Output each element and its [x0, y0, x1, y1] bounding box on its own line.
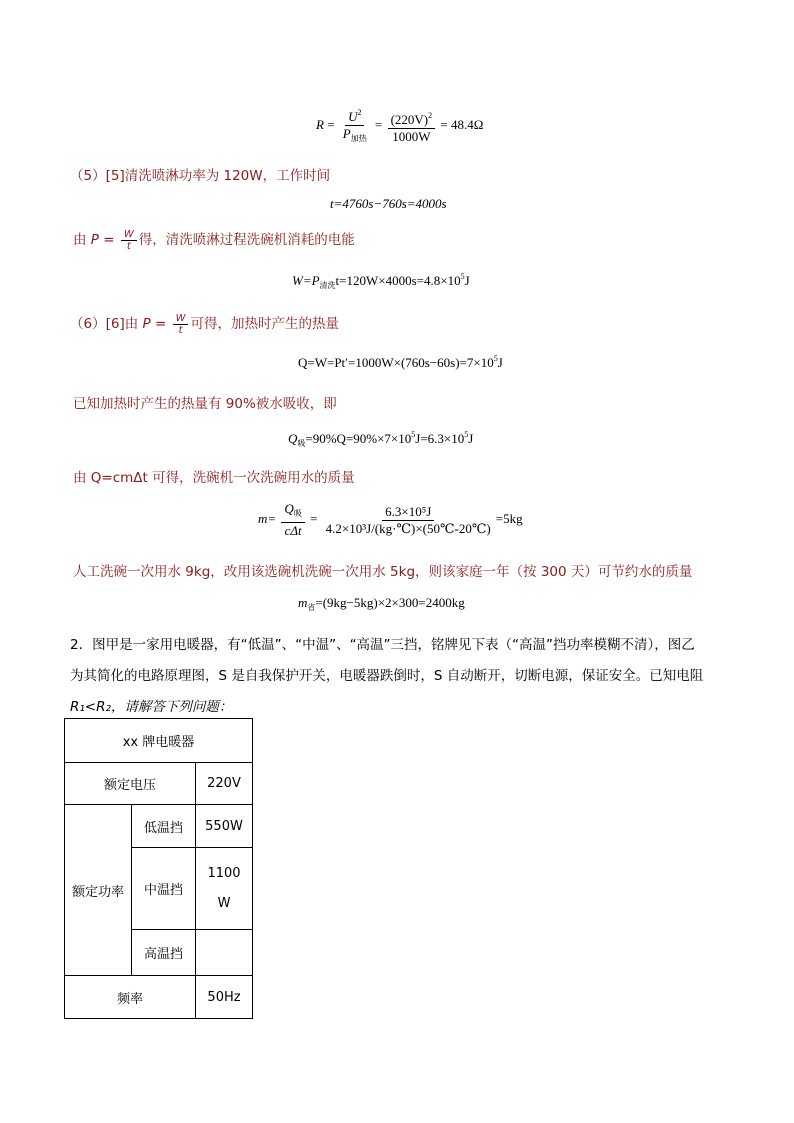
high-temp-value	[196, 930, 253, 976]
text: =	[98, 232, 119, 248]
mass-formula-text: 由 Q=cmΔt 可得，洗碗机一次洗碗用水的质量	[73, 470, 355, 486]
equation-water-saved	[298, 595, 465, 613]
eq-symbol: U	[348, 109, 358, 124]
eq-symbol: m	[298, 595, 308, 610]
frequency-value: 50Hz	[196, 976, 253, 1019]
eq-numerator: (220V)	[390, 111, 429, 127]
question-2-line-2: 为其简化的电路原理图，S 是自我保护开关，电暖器跌倒时，S 自动断开，切断电源，保证安全。已知电阻	[70, 668, 704, 684]
eq-numerator: 6.3×10⁵J	[382, 504, 434, 521]
power-formula-line-1	[73, 228, 355, 252]
absorb-text: 已知加热时产生的热量有 90%被水吸收，即	[73, 396, 337, 412]
manual-wash-text: 人工洗碗一次用水 9kg，改用该选碗机洗碗一次用水 5kg，则该家庭一年（按 300 天）可节约水的质量	[73, 564, 693, 580]
table-title: xx 牌电暖器	[65, 719, 253, 763]
rated-voltage-label: 额定电压	[65, 763, 196, 805]
fraction-w-t	[121, 229, 137, 252]
question-2-line-3: R₁<R₂，请解答下列问题：	[70, 699, 233, 715]
step-5-text: （5）[5]清洗喷淋功率为 120W，工作时间	[70, 168, 331, 184]
fraction-voltage-power	[388, 108, 436, 145]
exponent: 2	[428, 110, 433, 120]
eq-text: =90%Q=90%×7×10	[305, 431, 412, 446]
equation-mass: m= $\frac{Q_吸}{\text{cΔt}}$ = $\frac{\text{6.3×10⁵J}}{\text{4.2×10³J/(kg·℃)×(50℃-20℃)}}$ =5kg	[258, 501, 523, 538]
power-formula-line-2	[70, 312, 339, 336]
eq-text: =(9kg−5kg)×2×300=2400kg	[315, 595, 465, 610]
eq-unit: J	[464, 273, 470, 288]
subscript: 加热	[350, 134, 367, 143]
eq-denominator: 1000W	[392, 128, 431, 144]
high-temp-label: 高温挡	[132, 930, 196, 976]
text: 可得，加热时产生的热量	[190, 316, 339, 332]
exponent: 5	[460, 272, 465, 281]
subscript: 清洗	[319, 281, 336, 290]
eq-symbol: m=	[258, 510, 277, 526]
question-2-line-1: 2．图甲是一家用电暖器，有“低温”、“中温”、“高温”三挡，铭牌见下表（“高温”挡功率模糊不清），图乙	[70, 637, 695, 653]
rated-voltage-value: 220V	[196, 763, 253, 805]
eq-text: Q=W=Pt′=1000W×(760s−60s)=7×10	[298, 355, 494, 370]
eq-symbol: P	[90, 232, 99, 248]
low-temp-value: 550W	[196, 805, 253, 848]
exponent: 2	[357, 108, 362, 117]
mid-temp-value-line-2: W	[217, 895, 231, 911]
mid-temp-value	[196, 848, 253, 930]
eq-text: t=120W×4000s=4.8×10	[335, 273, 461, 288]
fraction-u2-p	[340, 105, 370, 147]
rated-power-label: 额定功率	[65, 805, 132, 976]
eq-symbol: R	[316, 116, 324, 132]
eq-numerator: W	[121, 229, 137, 241]
text: =	[150, 316, 171, 332]
eq-symbol: Q	[284, 501, 294, 516]
frequency-label: 频率	[65, 976, 196, 1019]
exponent: 5	[411, 430, 416, 439]
eq-unit: J	[497, 355, 503, 370]
fraction-q-c	[281, 501, 304, 539]
eq-symbol: Q	[288, 431, 298, 446]
subscript: 省	[307, 603, 316, 612]
equation-heat-absorbed	[288, 430, 473, 449]
equation-heat	[298, 354, 503, 371]
eq-symbol: P	[142, 316, 151, 332]
exponent: 5	[464, 430, 469, 439]
eq-text: J=6.3×10	[415, 431, 465, 446]
fraction-w-t	[173, 313, 189, 336]
mid-temp-label: 中温挡	[132, 848, 196, 930]
equation-energy	[292, 272, 470, 291]
eq-numerator: W	[173, 313, 189, 325]
eq-result: 48.4Ω	[450, 116, 484, 132]
low-temp-label: 低温挡	[132, 805, 196, 848]
equation-time: t=4760s−760s=4000s	[330, 196, 447, 211]
nameplate-table	[64, 718, 253, 1019]
subscript: 吸	[293, 509, 302, 518]
text: （6）[6]由	[70, 316, 143, 332]
eq-denominator: 4.2×10³J/(kg·℃)×(50℃-20℃)	[325, 520, 491, 536]
eq-denominator: t	[126, 240, 131, 252]
text: 由	[73, 232, 91, 248]
eq-symbol: W=P	[292, 273, 320, 288]
eq-denominator: t	[178, 324, 183, 336]
equation-resistance: R = $\frac{U^2}{P_{加热}}$ = $\frac{(220V)^2}{1000W}$ = 48.4Ω	[316, 105, 483, 147]
subscript: 吸	[297, 439, 306, 448]
fraction-values	[323, 504, 494, 537]
eq-symbol: P	[342, 126, 351, 141]
eq-denominator: cΔt	[284, 523, 302, 538]
mid-temp-value-line-1: 1100	[207, 865, 241, 881]
text: 得，清洗喷淋过程洗碗机消耗的电能	[138, 232, 355, 248]
eq-result: =5kg	[495, 510, 523, 526]
exponent: 5	[493, 354, 498, 363]
eq-unit: J	[468, 431, 474, 446]
